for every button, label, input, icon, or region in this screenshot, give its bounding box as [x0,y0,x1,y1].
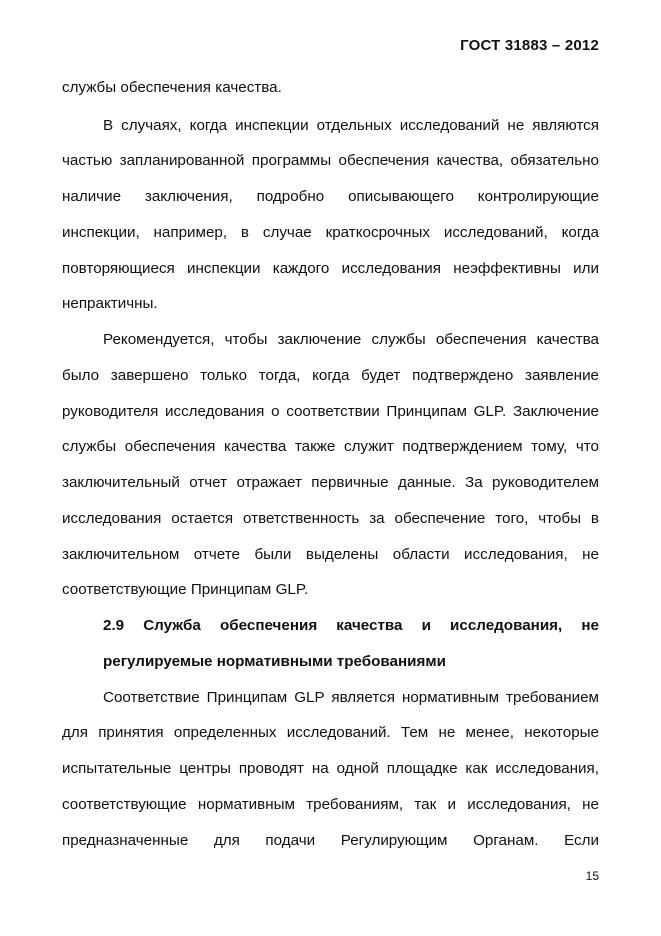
text-line: испытательные центры проводят на одной площадке как исследования, [62,760,599,777]
text-line: службы обеспечения качества также служит подтверждением тому, что [62,438,599,455]
text-line: соответствующие Принципам GLP. [62,581,309,598]
text-line: повторяющиеся инспекции каждого исследования неэффективны или [62,260,599,277]
text-line: руководителя исследования о соответствии Принципам GLP. Заключение [62,403,599,420]
text-line: заключительном отчете были выделены области исследования, не [62,546,599,563]
text-line: В случаях, когда инспекции отдельных исследований не являются [103,117,599,134]
document-header: ГОСТ 31883 – 2012 [460,37,599,54]
text-line: наличие заключения, подробно описывающего контролирующие [62,188,599,205]
section-heading-continued: регулируемые нормативными требованиями [103,653,446,670]
text-line: службы обеспечения качества. [62,79,282,96]
text-line: соответствующие нормативным требованиям, так и исследования, не [62,796,599,813]
text-line: Соответствие Принципам GLP является нормативным требованием [103,689,599,706]
text-line: Рекомендуется, чтобы заключение службы обеспечения качества [103,331,599,348]
text-line: было завершено только тогда, когда будет подтверждено заявление [62,367,599,384]
page-number: 15 [585,869,599,883]
section-heading: 2.9 Служба обеспечения качества и исследования, не [103,617,599,634]
text-line: непрактичны. [62,295,158,312]
text-line: исследования остается ответственность за обеспечение того, чтобы в [62,510,599,527]
text-line: инспекции, например, в случае краткосрочных исследований, когда [62,224,599,241]
text-line: для принятия определенных исследований. Тем не менее, некоторые [62,724,599,741]
text-line: заключительный отчет отражает первичные данные. За руководителем [62,474,599,491]
text-line: частью запланированной программы обеспечения качества, обязательно [62,152,599,169]
text-line: предназначенные для подачи Регулирующим Органам. Если [62,832,599,849]
